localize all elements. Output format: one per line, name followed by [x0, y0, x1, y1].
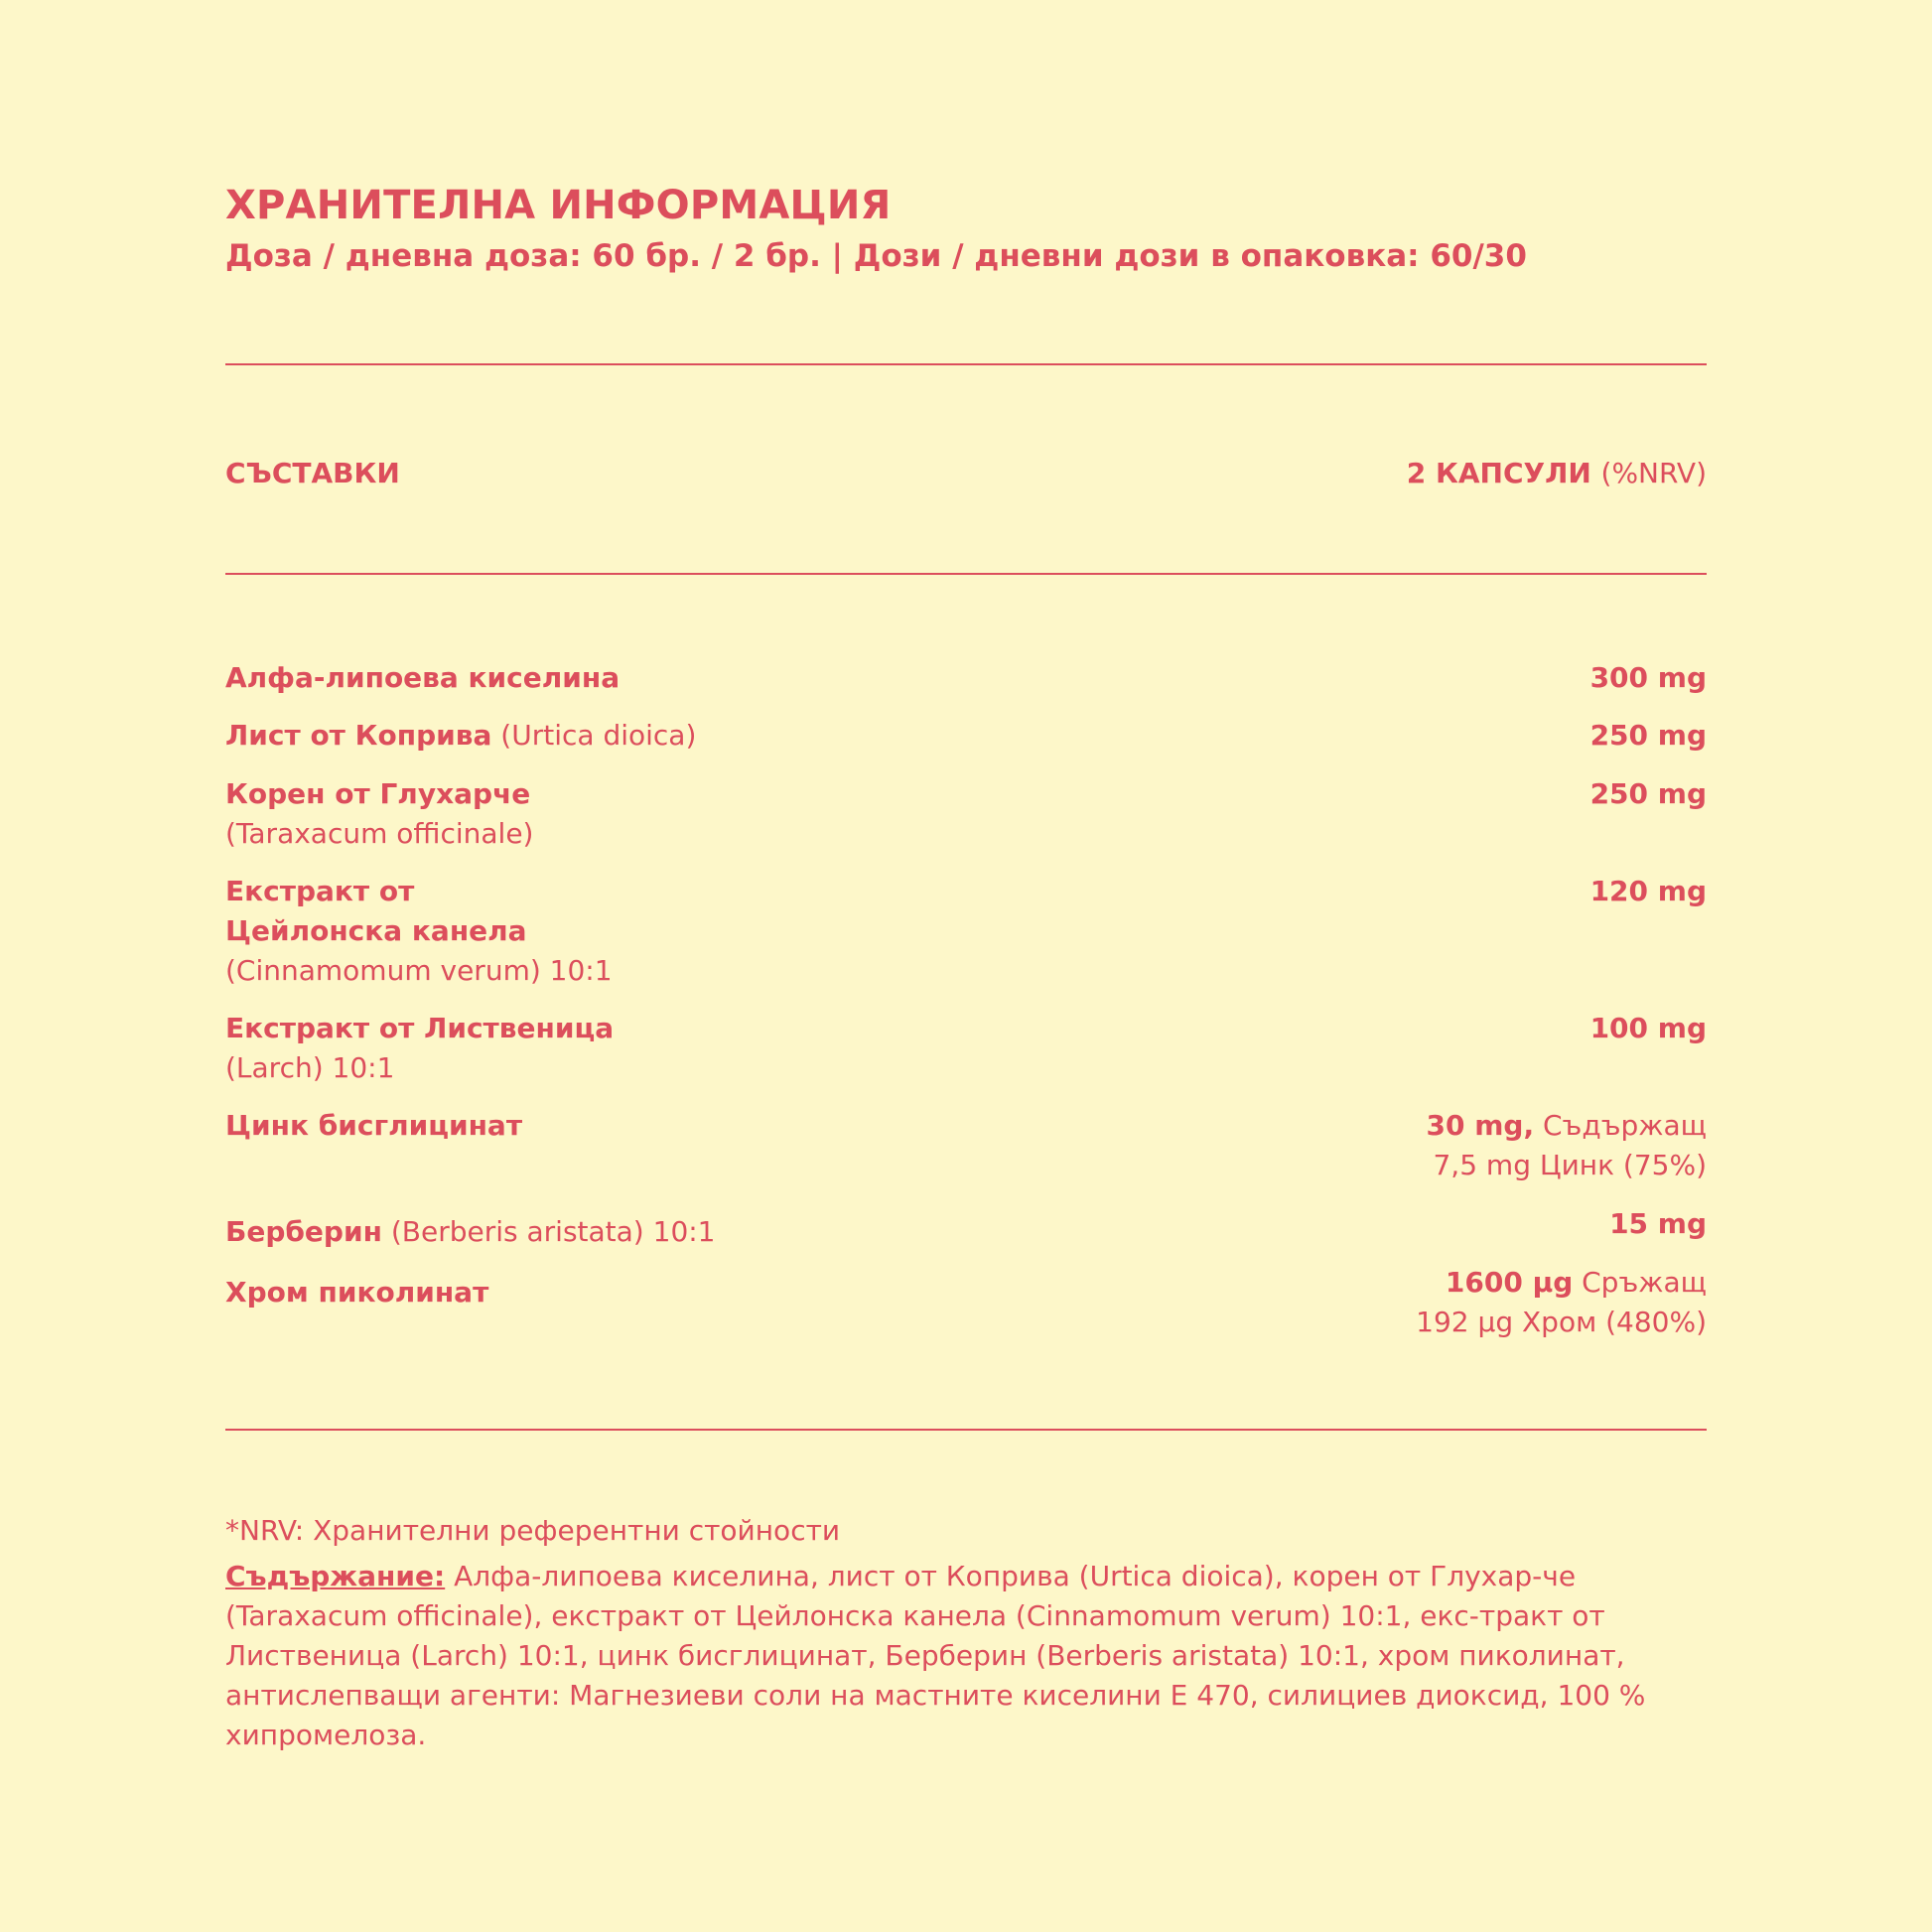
ingredient-name: Хром пиколинат	[225, 1276, 489, 1309]
divider-bottom	[225, 1429, 1707, 1431]
ingredient-amount: 15 mg	[1609, 1207, 1707, 1240]
ingredient-amount-detail: 192 µg Хром (480%)	[1416, 1306, 1707, 1338]
ingredients-column-header: СЪСТАВКИ	[225, 457, 400, 489]
ingredient-amount-detail: 7,5 mg Цинк (75%)	[1433, 1149, 1707, 1181]
ingredient-amount-note: Съдържащ	[1534, 1109, 1707, 1142]
ingredient-name: Екстракт от Лиственица	[225, 1012, 615, 1044]
ingredient-amount-note: Сръжащ	[1573, 1266, 1707, 1299]
ingredient-amount: 120 mg	[1589, 875, 1707, 907]
ingredient-name: Корен от Глухарче	[225, 777, 531, 810]
composition-label: Съдържание:	[225, 1560, 446, 1592]
composition-paragraph	[225, 1557, 1707, 1755]
composition-text: Алфа-липоева киселина, лист от Коприва (Urtica dioica), корен от Глухар-че (Taraxacum officinale), екстракт от Цейлонска канела (Cinnamomum verum) 10:1, екс-тракт от Лиственица (Larch) 10:1, цинк бисглицинат, Берберин (Berberis aristata) 10:1, хром пиколинат, антислепващи агенти: Магнезиеви соли на мастните киселини Е 470, силициев диоксид, 100 % хипромелоза.	[225, 1560, 1646, 1751]
ingredient-scientific-name: (Urtica dioica)	[491, 719, 697, 752]
nrv-column-label: (%NRV)	[1600, 457, 1707, 489]
ingredient-scientific-name: (Larch) 10:1	[225, 1051, 395, 1084]
ingredient-amount: 250 mg	[1589, 777, 1707, 810]
divider-header	[225, 573, 1707, 575]
ingredient-scientific-name: (Taraxacum officinale)	[225, 817, 534, 850]
ingredient-name: Екстракт от	[225, 875, 415, 907]
ingredient-name: Цинк бисглицинат	[225, 1109, 523, 1142]
ingredient-name: Берберин	[225, 1215, 382, 1248]
ingredient-amount: 1600 µg	[1445, 1266, 1574, 1299]
ingredient-amount: 250 mg	[1589, 719, 1707, 752]
ingredient-scientific-name: (Cinnamomum verum) 10:1	[225, 954, 613, 987]
amount-column-header	[1407, 457, 1707, 489]
ingredient-name: Лист от Коприва	[225, 719, 492, 752]
ingredient-amount: 300 mg	[1589, 661, 1707, 694]
page-title: ХРАНИТЕЛНА ИНФОРМАЦИЯ	[225, 183, 892, 228]
amount-column-label: 2 КАПСУЛИ	[1406, 457, 1591, 489]
nrv-footnote: *NRV: Хранителни референтни стойности	[225, 1514, 841, 1547]
ingredient-name-cont: Цейлонска канела	[225, 914, 527, 947]
ingredient-scientific-name: (Berberis aristata) 10:1	[381, 1215, 716, 1248]
divider-top	[225, 363, 1707, 365]
dose-subtitle: Доза / дневна доза: 60 бр. / 2 бр. | Дози / дневни дози в опаковка: 60/30	[225, 238, 1527, 274]
ingredient-name: Алфа-липоева киселина	[225, 661, 621, 694]
nutrition-info-panel	[225, 0, 1707, 1932]
ingredient-amount: 100 mg	[1589, 1012, 1707, 1044]
ingredient-amount: 30 mg,	[1426, 1109, 1535, 1142]
